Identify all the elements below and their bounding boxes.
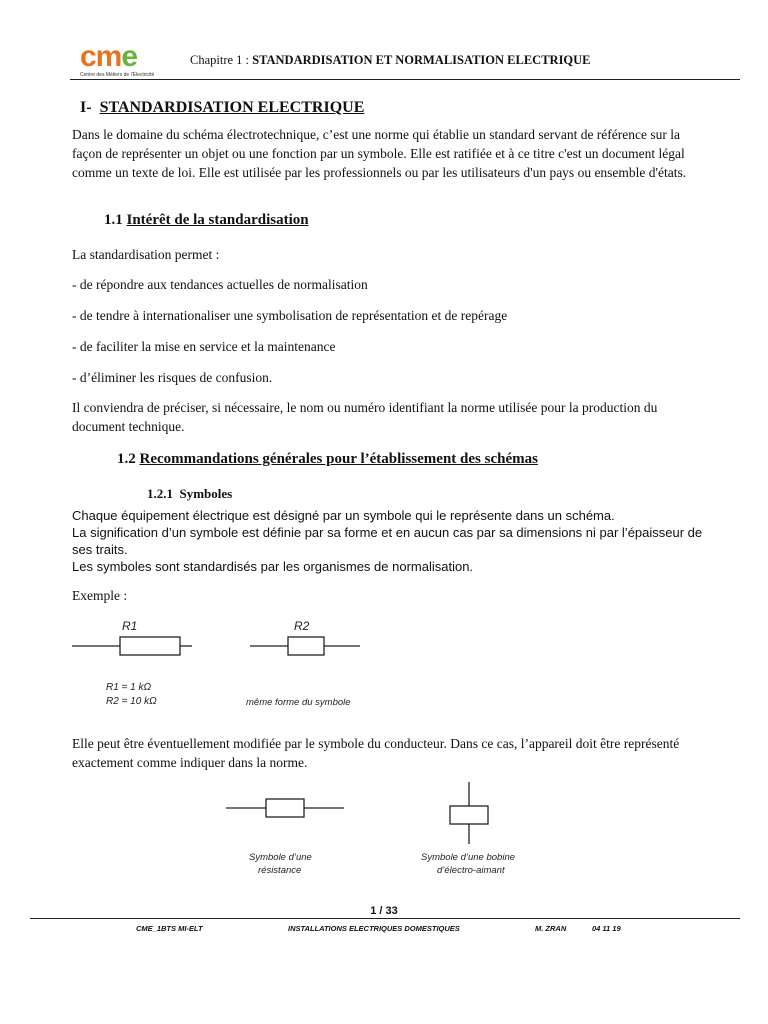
symbol-line-1: Chaque équipement électrique est désigné par un symbole qui le représente dans un schéma. bbox=[72, 508, 615, 523]
resistor-2-label: R2 bbox=[294, 619, 310, 633]
section-1-2-heading bbox=[117, 451, 538, 468]
section-1-2-title: Recommandations générales pour l’établissement des schémas bbox=[139, 451, 538, 467]
figure-1-caption: même forme du symbole bbox=[246, 697, 351, 708]
section-1-2-1-title: Symboles bbox=[179, 486, 233, 501]
coil-caption-1: Symbole d’une bobine bbox=[421, 852, 516, 863]
resistor-example-figure bbox=[70, 612, 400, 722]
symbol-line-2: La signification d’un symbole est définie par sa forme et en aucun cas par sa dimensions ni par l’épaisseur de ses traits. bbox=[72, 525, 703, 557]
section-1-2-1-number: 1.2.1 bbox=[147, 486, 173, 501]
resistor-1-label: R1 bbox=[122, 619, 138, 633]
section-1-1-heading bbox=[104, 212, 309, 229]
resistor-1-value: R1 = 1 kΩ bbox=[106, 682, 152, 693]
page-number: 1 / 33 bbox=[370, 905, 398, 917]
list-item: - d’éliminer les risques de confusion. bbox=[72, 370, 273, 385]
section-1-1-number: 1.1 bbox=[104, 212, 123, 228]
resistance-caption-1: Symbole d’une bbox=[249, 852, 312, 863]
logo-word: cme bbox=[80, 40, 138, 73]
conductor-paragraph: Elle peut être éventuellement modifiée par le symbole du conducteur. Dans ce cas, l’appareil doit être représenté exactement comme indiquer dans la norme. bbox=[72, 736, 680, 770]
resistor-2-value: R2 = 10 kΩ bbox=[106, 696, 157, 707]
footer-course: CME_1BTS MI-ELT bbox=[136, 924, 203, 933]
section-1-number: I- bbox=[80, 99, 92, 116]
header-divider bbox=[70, 79, 740, 80]
resistor-2-body bbox=[288, 637, 324, 655]
list-item: - de tendre à internationaliser une symbolisation de représentation et de repérage bbox=[72, 308, 508, 323]
symbol-line-3: Les symboles sont standardisés par les organismes de normalisation. bbox=[72, 559, 474, 574]
resistor-1-body bbox=[120, 637, 180, 655]
list-item: - de répondre aux tendances actuelles de normalisation bbox=[72, 277, 368, 292]
section-1-heading bbox=[80, 99, 364, 117]
symbol-comparison-figure bbox=[220, 778, 520, 848]
chapter-title: STANDARDISATION ET NORMALISATION ELECTRIQUE bbox=[252, 53, 591, 67]
coil-body bbox=[450, 806, 488, 824]
example-label: Exemple : bbox=[72, 588, 128, 603]
logo-subtitle: Centre des Métiers de l'Électricité bbox=[80, 72, 155, 78]
section-1-2-number: 1.2 bbox=[117, 451, 136, 467]
resistance-body bbox=[266, 799, 304, 817]
section-1-2-1-heading bbox=[147, 486, 232, 502]
section-1-1-conclusion: Il conviendra de préciser, si nécessaire, le nom ou numéro identifiant la norme utilisée pour la production du document technique. bbox=[72, 400, 658, 434]
section-1-1-title: Intérêt de la standardisation bbox=[126, 212, 309, 228]
chapter-header bbox=[190, 53, 591, 68]
chapter-prefix: Chapitre 1 : bbox=[190, 53, 253, 67]
section-1-1-intro: La standardisation permet : bbox=[72, 247, 220, 262]
footer-subject: INSTALLATIONS ELECTRIQUES DOMESTIQUES bbox=[288, 924, 460, 933]
cme-logo bbox=[80, 40, 162, 78]
footer-date: 04 11 19 bbox=[592, 924, 621, 933]
footer-divider bbox=[30, 918, 740, 919]
section-1-paragraph: Dans le domaine du schéma électrotechnique, c’est une norme qui établie un standard servant de référence sur la façon de représenter un objet ou une fonction par un symbole. Elle est ratifiée et à ce titre c'est un document légal comme un texte de loi. Elle est utilisée par les professionnels ou par les utilisateurs d'un pays ou ensemble d'états. bbox=[72, 127, 687, 180]
section-1-title: STANDARDISATION ELECTRIQUE bbox=[99, 99, 365, 116]
coil-caption-2: d’électro-aimant bbox=[437, 865, 505, 876]
footer-author: M. ZRAN bbox=[535, 924, 567, 933]
resistance-caption-2: résistance bbox=[258, 865, 302, 876]
list-item: - de faciliter la mise en service et la maintenance bbox=[72, 339, 336, 354]
